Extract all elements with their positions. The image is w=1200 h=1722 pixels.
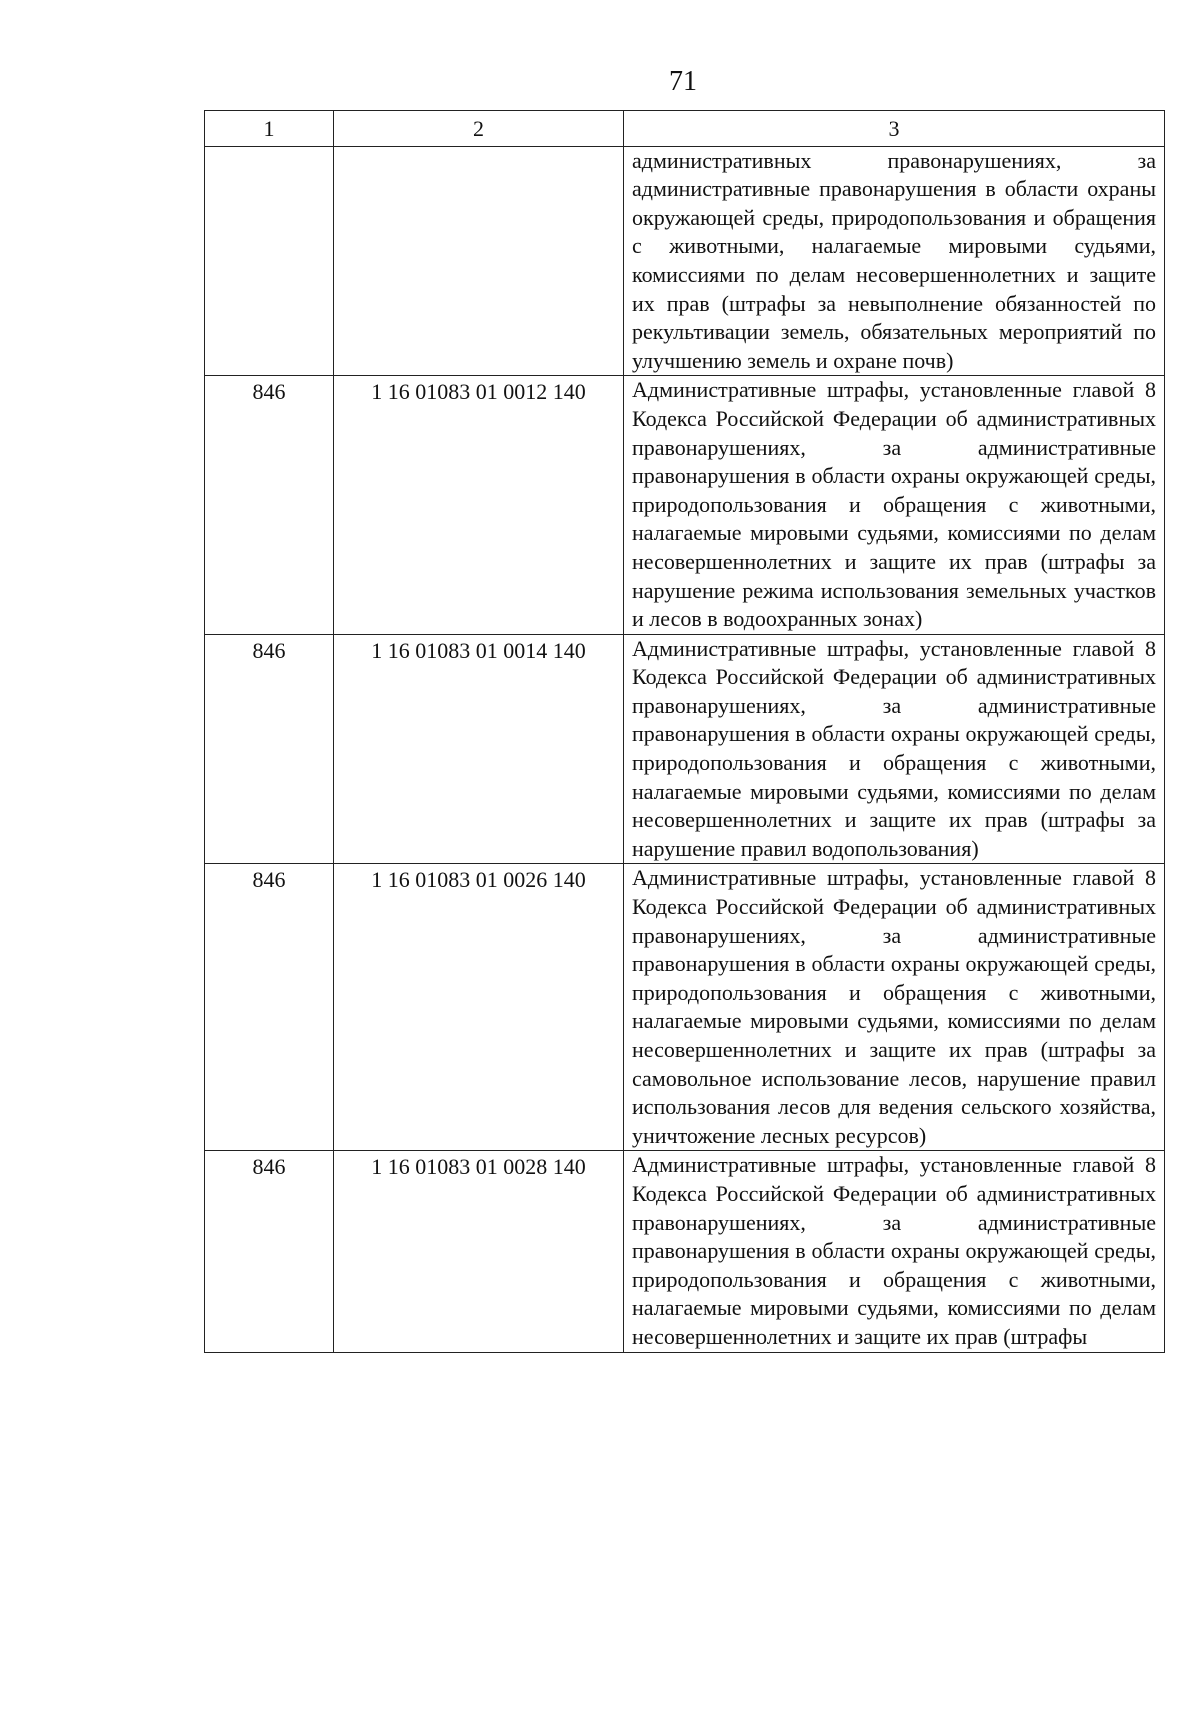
admin-code-cell: 846 <box>205 1151 334 1352</box>
header-cell-2: 2 <box>334 111 624 147</box>
budget-code-cell <box>334 146 624 376</box>
fines-table <box>204 110 1165 1353</box>
table-row <box>205 864 1165 1151</box>
table-header-row <box>205 111 1165 147</box>
admin-code-cell <box>205 146 334 376</box>
description-cell: Административные штрафы, установленные главой 8 Кодекса Российской Федерации об административных правонарушениях, за административные правонарушения в области охраны окружающей среды, природопользования и обращения с животными, налагаемые мировыми судьями, комиссиями по делам несовершеннолетних и защите их прав (штрафы за самовольное использование лесов, нарушение правил использования лесов для ведения сельского хозяйства, уничтожение лесных ресурсов) <box>624 864 1165 1151</box>
description-cell: административных правонарушениях, за административные правонарушения в области охраны окружающей среды, природопользования и обращения с животными, налагаемые мировыми судьями, комиссиями по делам несовершеннолетних и защите их прав (штрафы за невыполнение обязанностей по рекультивации земель, обязательных мероприятий по улучшению земель и охране почв) <box>624 146 1165 376</box>
description-cell: Административные штрафы, установленные главой 8 Кодекса Российской Федерации об административных правонарушениях, за административные правонарушения в области охраны окружающей среды, природопользования и обращения с животными, налагаемые мировыми судьями, комиссиями по делам несовершеннолетних и защите их прав (штрафы <box>624 1151 1165 1352</box>
header-cell-1: 1 <box>205 111 334 147</box>
budget-code-cell: 1 16 01083 01 0012 140 <box>334 376 624 634</box>
table-row <box>205 1151 1165 1352</box>
table-row <box>205 376 1165 634</box>
description-cell: Административные штрафы, установленные главой 8 Кодекса Российской Федерации об административных правонарушениях, за административные правонарушения в области охраны окружающей среды, природопользования и обращения с животными, налагаемые мировыми судьями, комиссиями по делам несовершеннолетних и защите их прав (штрафы за нарушение режима использования земельных участков и лесов в водоохранных зонах) <box>624 376 1165 634</box>
page-number: 71 <box>669 66 697 97</box>
table-row <box>205 634 1165 864</box>
admin-code-cell: 846 <box>205 376 334 634</box>
table-row <box>205 146 1165 376</box>
header-cell-3: 3 <box>624 111 1165 147</box>
description-cell: Административные штрафы, установленные главой 8 Кодекса Российской Федерации об административных правонарушениях, за административные правонарушения в области охраны окружающей среды, природопользования и обращения с животными, налагаемые мировыми судьями, комиссиями по делам несовершеннолетних и защите их прав (штрафы за нарушение правил водопользования) <box>624 634 1165 864</box>
budget-code-cell: 1 16 01083 01 0026 140 <box>334 864 624 1151</box>
budget-code-cell: 1 16 01083 01 0014 140 <box>334 634 624 864</box>
admin-code-cell: 846 <box>205 634 334 864</box>
budget-code-cell: 1 16 01083 01 0028 140 <box>334 1151 624 1352</box>
admin-code-cell: 846 <box>205 864 334 1151</box>
